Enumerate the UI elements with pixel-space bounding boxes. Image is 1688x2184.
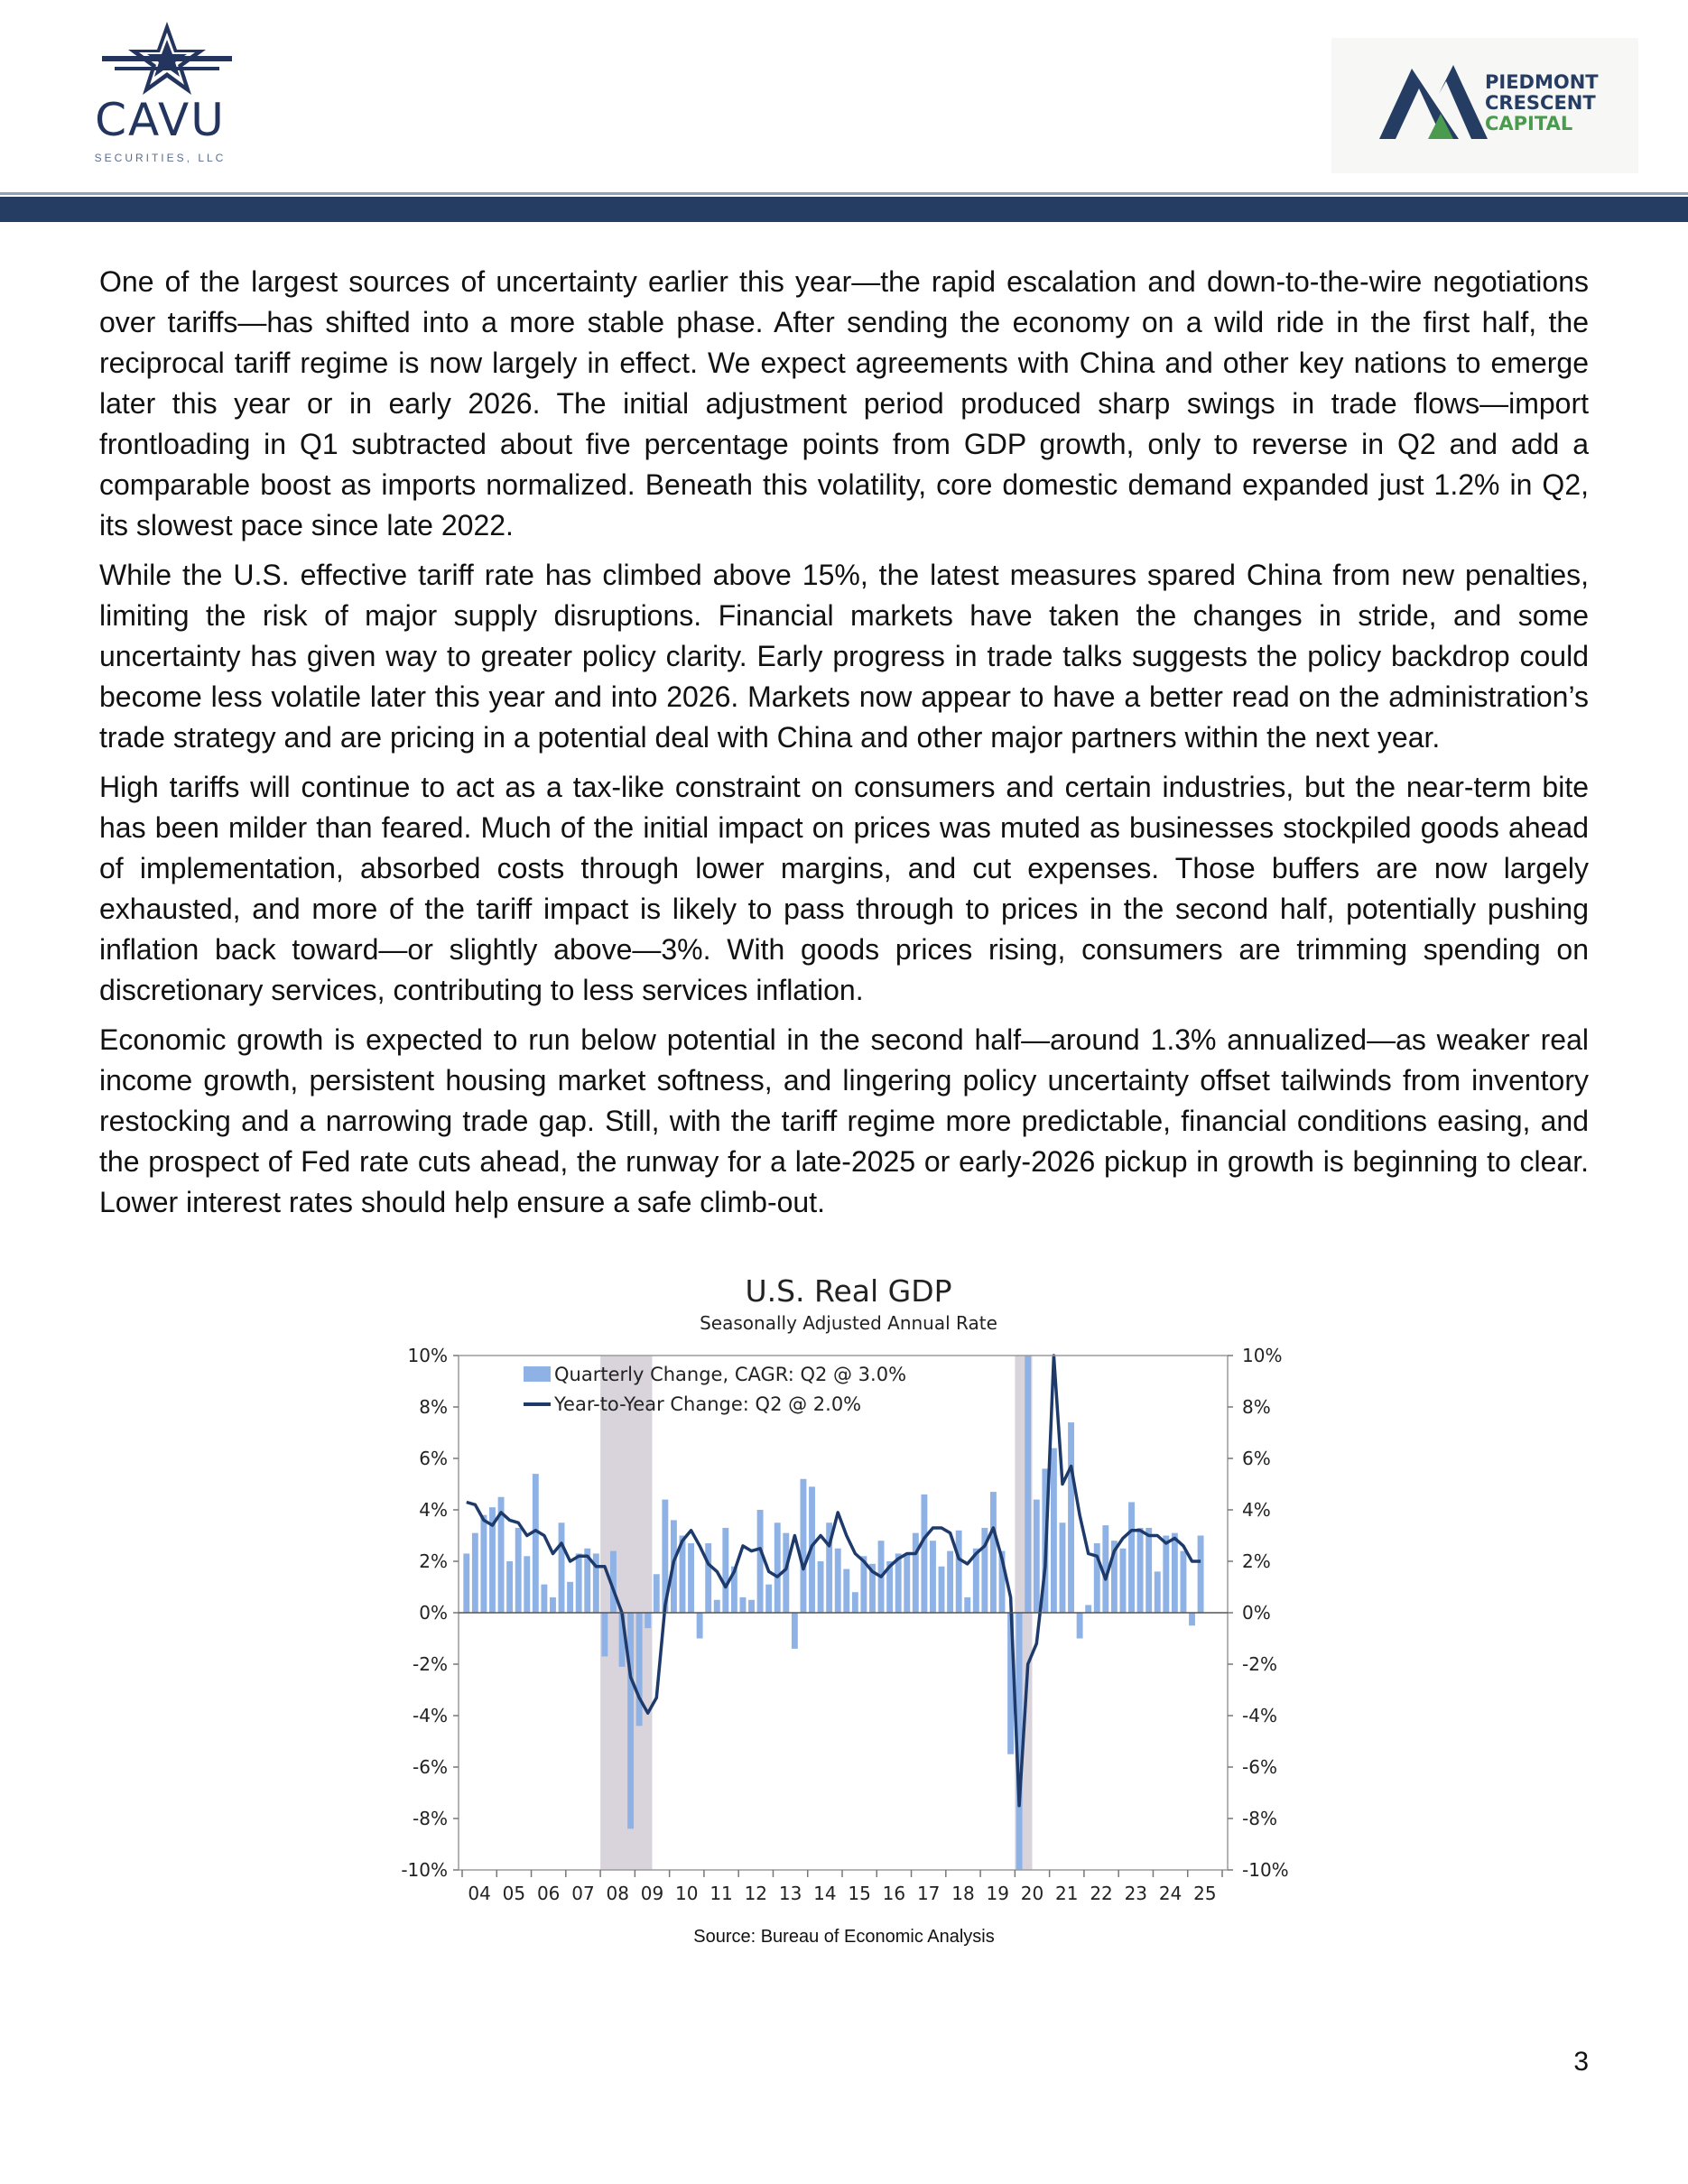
logo-line-2: CRESCENT — [1485, 92, 1596, 114]
gdp-bar — [1094, 1543, 1100, 1613]
x-tick-label: 18 — [951, 1883, 975, 1904]
gdp-bar — [567, 1582, 573, 1613]
gdp-bar — [1060, 1522, 1066, 1613]
y-tick-label-right: 4% — [1242, 1499, 1271, 1521]
paragraph-1: One of the largest sources of uncertainty earlier this year—the rapid escalation and down-to-the-wire negotiations over tariffs—has shifted into a more stable phase. After sending the economy on a wild ride in the first half, the reciprocal tariff regime is now largely in effect. We expect agreements with China and other key nations to emerge later this year or in early 2026. The initial adjustment period produced sharp swings in trade flows—import frontloading in Q1 subtracted about five percentage points from GDP growth, only to reverse in Q2 and add a comparable boost as imports normalized. Beneath this volatility, core domestic demand expanded just 1.2% in Q2, its slowest pace since late 2022. — [99, 265, 1589, 541]
x-tick-label: 05 — [502, 1883, 526, 1904]
star-icon — [77, 20, 244, 101]
gdp-bar — [964, 1597, 970, 1613]
x-tick-label: 24 — [1158, 1883, 1183, 1904]
x-tick-label: 12 — [744, 1883, 768, 1904]
y-tick-label-right: -2% — [1242, 1653, 1277, 1675]
x-tick-label: 17 — [916, 1883, 941, 1904]
gdp-bar — [1189, 1613, 1195, 1625]
legend-label-bars: Quarterly Change, CAGR: Q2 @ 3.0% — [554, 1364, 907, 1385]
chart-source: Source: Bureau of Economic Analysis — [693, 1927, 995, 1947]
gdp-bar — [601, 1613, 607, 1656]
page-number: 3 — [1573, 2047, 1589, 2077]
article-body — [99, 262, 1589, 1232]
y-tick-label-left: 2% — [419, 1550, 448, 1572]
x-tick-label: 21 — [1055, 1883, 1079, 1904]
gdp-bar — [852, 1592, 858, 1613]
gdp-bar — [1155, 1571, 1161, 1613]
gdp-bar — [1128, 1502, 1135, 1613]
gdp-bar — [559, 1522, 565, 1613]
y-tick-label-right: 8% — [1242, 1396, 1271, 1418]
gdp-bar — [818, 1561, 824, 1613]
gdp-bar — [688, 1543, 694, 1613]
x-tick-label: 20 — [1020, 1883, 1044, 1904]
gdp-bar — [1137, 1528, 1144, 1613]
cavu-subtitle: SECURITIES, LLC — [94, 152, 227, 164]
gdp-bar — [1198, 1536, 1204, 1614]
gdp-bar — [947, 1551, 953, 1613]
gdp-bar — [697, 1613, 703, 1639]
gdp-bar — [748, 1600, 755, 1613]
cavu-wordmark: CAVU — [95, 94, 226, 146]
gdp-bar — [515, 1528, 522, 1613]
paragraph-3: High tariffs will continue to act as a tax-like constraint on consumers and certain industries, but the near-term bite has been milder than feared. Much of the initial impact on prices was muted as businesses stockpiled goods ahead of implementation, absorbed costs through lower margins, and cut expenses. Those buffers are now largely exhausted, and more of the tariff impact is likely to pass through to prices in the second half, potentially pushing inflation back toward—or slightly above—3%. With goods prices rising, consumers are trimming spending on discretionary services, contributing to less services inflation. — [99, 771, 1589, 1006]
y-tick-label-left: 0% — [419, 1602, 448, 1624]
y-tick-label-right: -8% — [1242, 1808, 1277, 1829]
gdp-bar — [939, 1567, 945, 1613]
x-tick-label: 09 — [640, 1883, 664, 1904]
gdp-bar — [1025, 1356, 1031, 1613]
logo-line-1: PIEDMONT — [1485, 71, 1599, 93]
gdp-bar — [1180, 1551, 1186, 1613]
y-tick-label-right: -6% — [1242, 1756, 1277, 1778]
gdp-bar — [636, 1613, 643, 1726]
gdp-bar — [480, 1515, 487, 1613]
gdp-bar — [645, 1613, 651, 1628]
gdp-bar — [506, 1561, 513, 1613]
gdp-bar — [1163, 1536, 1169, 1614]
y-tick-label-left: -8% — [413, 1808, 448, 1829]
x-tick-label: 25 — [1193, 1883, 1217, 1904]
gdp-bar — [835, 1549, 841, 1613]
gdp-bar — [472, 1533, 478, 1613]
gdp-bar — [921, 1495, 927, 1613]
gdp-bar — [654, 1574, 660, 1613]
gdp-bar — [524, 1556, 530, 1613]
gdp-bar — [913, 1533, 919, 1613]
gdp-bar — [765, 1585, 772, 1613]
gdp-bar — [800, 1479, 806, 1613]
header-divider-band — [0, 197, 1688, 222]
cavu-securities-logo — [77, 20, 244, 169]
gdp-bar — [1068, 1422, 1074, 1613]
x-tick-label: 06 — [536, 1883, 561, 1904]
piedmont-crescent-capital-logo — [1331, 38, 1638, 173]
chart-subtitle: Seasonally Adjusted Annual Rate — [700, 1312, 997, 1334]
y-tick-label-left: -10% — [401, 1859, 448, 1881]
gdp-bar — [1172, 1533, 1178, 1613]
gdp-bar — [533, 1474, 539, 1613]
x-tick-label: 10 — [675, 1883, 699, 1904]
y-tick-label-right: 10% — [1242, 1345, 1283, 1366]
gdp-bar — [1077, 1613, 1083, 1639]
gdp-bar — [722, 1528, 728, 1613]
paragraph-2: While the U.S. effective tariff rate has climbed above 15%, the latest measures spared China from new penalties, limiting the risk of major supply disruptions. Financial markets have taken the changes in stride, and some uncertainty has given way to greater policy clarity. Early progress in trade talks suggests the policy backdrop could become less volatile later this year and into 2026. Markets now appear to have a better read on the administration’s trade strategy and are pricing in a potential deal with China and other major partners within the next year. — [99, 559, 1589, 754]
y-tick-label-left: 4% — [419, 1499, 448, 1521]
y-tick-label-left: 6% — [419, 1448, 448, 1469]
gdp-bar — [1120, 1549, 1127, 1613]
y-tick-label-left: 8% — [419, 1396, 448, 1418]
gdp-bar — [1034, 1500, 1040, 1613]
y-tick-label-right: 2% — [1242, 1550, 1271, 1572]
gdp-bar — [714, 1600, 720, 1613]
x-tick-label: 13 — [778, 1883, 802, 1904]
x-tick-label: 14 — [813, 1883, 837, 1904]
y-tick-label-right: -10% — [1242, 1859, 1289, 1881]
y-tick-label-right: -4% — [1242, 1705, 1277, 1726]
legend-label-line: Year-to-Year Change: Q2 @ 2.0% — [554, 1393, 862, 1415]
x-tick-label: 16 — [882, 1883, 906, 1904]
gdp-bar — [774, 1522, 781, 1613]
y-tick-label-left: 10% — [407, 1345, 448, 1366]
header-divider-thin — [0, 192, 1688, 195]
x-tick-label: 11 — [710, 1883, 733, 1904]
x-tick-label: 04 — [468, 1883, 491, 1904]
gdp-bar — [904, 1553, 910, 1613]
x-tick-label: 15 — [848, 1883, 871, 1904]
gdp-bar — [576, 1553, 582, 1613]
gdp-bar — [1145, 1528, 1152, 1613]
gdp-bar — [792, 1613, 798, 1649]
x-tick-label: 23 — [1124, 1883, 1148, 1904]
gdp-bar — [463, 1553, 469, 1613]
y-tick-label-right: 0% — [1242, 1602, 1271, 1624]
paragraph-4: Economic growth is expected to run below potential in the second half—around 1.3% annualized—as weaker real income growth, persistent housing market softness, and lingering policy uncertainty offset tailwinds from inventory restocking and a narrowing trade gap. Still, with the tariff regime more predictable, financial conditions easing, and the prospect of Fed rate cuts ahead, the runway for a late-2025 or early-2026 pickup in growth is beginning to clear. Lower interest rates should help ensure a safe climb-out. — [99, 1023, 1589, 1218]
gdp-bar — [705, 1543, 711, 1613]
x-tick-label: 22 — [1090, 1883, 1113, 1904]
gdp-bar — [990, 1492, 997, 1613]
gdp-chart-svg — [361, 1272, 1336, 1936]
gdp-bar — [550, 1597, 556, 1613]
y-tick-label-left: -4% — [413, 1705, 448, 1726]
x-tick-label: 19 — [986, 1883, 1009, 1904]
gdp-bar — [757, 1510, 764, 1613]
logo-line-3: CAPITAL — [1485, 113, 1573, 134]
gdp-chart — [361, 1272, 1336, 1936]
gdp-bar — [1085, 1605, 1091, 1613]
chart-title: U.S. Real GDP — [745, 1273, 952, 1309]
gdp-bar — [740, 1597, 747, 1613]
x-tick-label: 07 — [571, 1883, 595, 1904]
gdp-bar — [541, 1585, 547, 1613]
y-tick-label-right: 6% — [1242, 1448, 1271, 1469]
y-tick-label-left: -2% — [413, 1653, 448, 1675]
gdp-bar — [843, 1569, 849, 1613]
gdp-bar — [627, 1613, 634, 1828]
legend-swatch-bars — [524, 1366, 551, 1382]
x-tick-label: 08 — [606, 1883, 629, 1904]
gdp-bar — [1051, 1448, 1057, 1613]
y-tick-label-left: -6% — [413, 1756, 448, 1778]
piedmont-crescent-capital-wordmark — [1485, 72, 1599, 134]
page-header — [0, 0, 1688, 221]
gdp-bar — [956, 1531, 962, 1613]
gdp-bar — [930, 1541, 936, 1613]
